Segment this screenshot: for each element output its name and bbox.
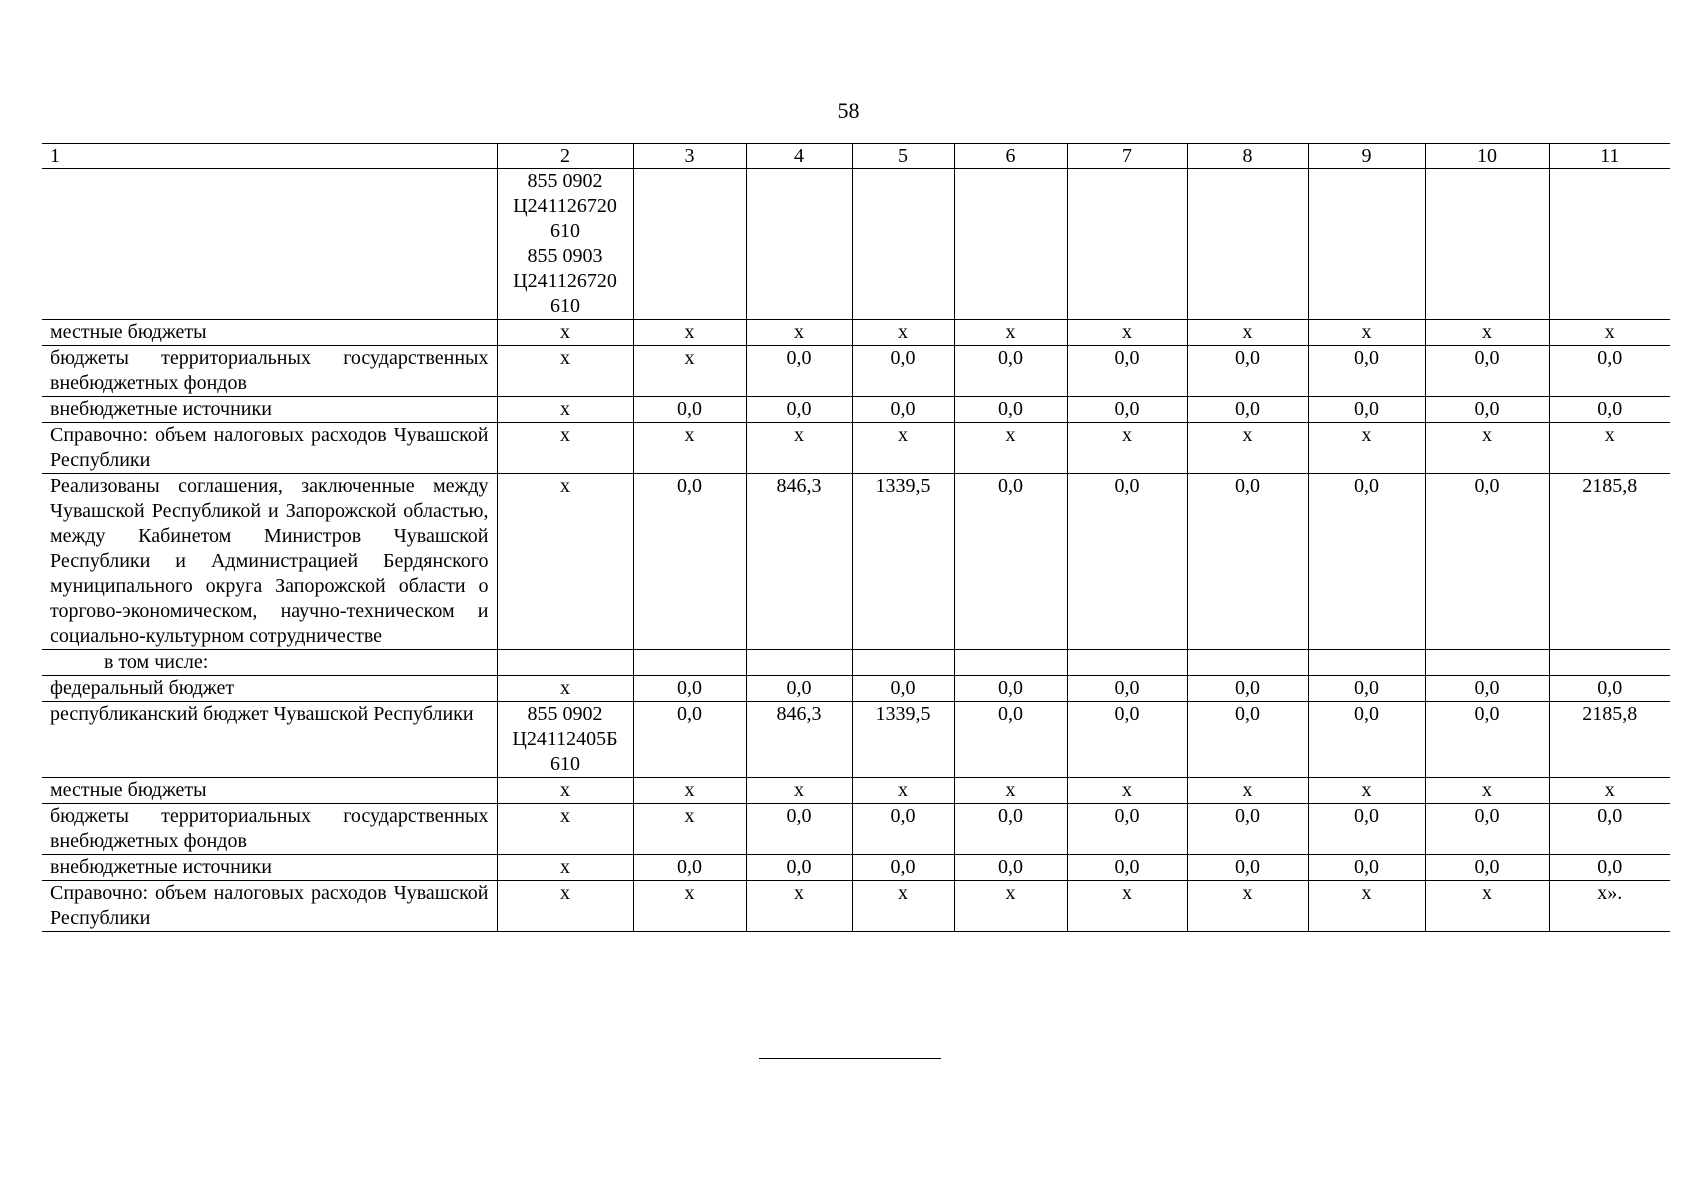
value-cell: 0,0 — [852, 804, 954, 855]
row-label: федеральный бюджет — [42, 676, 497, 702]
value-cell: 0,0 — [852, 855, 954, 881]
value-cell: x — [954, 881, 1067, 932]
table-row — [42, 320, 1670, 346]
budget-code-cell — [497, 423, 633, 474]
value-cell: 0,0 — [1308, 346, 1425, 397]
value-cell: x — [1425, 423, 1549, 474]
value-cell: 0,0 — [1187, 855, 1308, 881]
value-cell: x — [746, 423, 852, 474]
value-cell: x — [1187, 423, 1308, 474]
value-cell: 0,0 — [1425, 702, 1549, 778]
value-cell: x — [1308, 881, 1425, 932]
value-cell: 0,0 — [954, 397, 1067, 423]
value-cell: x — [1187, 778, 1308, 804]
value-cell: x — [852, 423, 954, 474]
value-cell: 0,0 — [1308, 676, 1425, 702]
value-cell: 0,0 — [1308, 397, 1425, 423]
value-cell: 846,3 — [746, 702, 852, 778]
value-cell — [633, 650, 746, 676]
value-cell — [1187, 650, 1308, 676]
value-cell — [1549, 650, 1670, 676]
value-cell — [1067, 169, 1187, 320]
budget-code-line: Ц241126720 — [513, 270, 617, 292]
budget-code-line: x — [560, 424, 570, 446]
value-cell: x — [852, 881, 954, 932]
column-header: 11 — [1549, 144, 1670, 169]
value-cell: x — [1308, 423, 1425, 474]
value-cell: 0,0 — [1187, 346, 1308, 397]
value-cell: 0,0 — [1067, 397, 1187, 423]
column-header: 7 — [1067, 144, 1187, 169]
row-label: внебюджетные источники — [42, 855, 497, 881]
value-cell — [746, 650, 852, 676]
budget-code-cell — [497, 702, 633, 778]
value-cell — [1187, 169, 1308, 320]
value-cell: x — [852, 778, 954, 804]
value-cell: 0,0 — [1067, 804, 1187, 855]
value-cell: 0,0 — [633, 855, 746, 881]
value-cell: 0,0 — [954, 346, 1067, 397]
value-cell: 0,0 — [1067, 676, 1187, 702]
value-cell: 0,0 — [1549, 676, 1670, 702]
column-header: 1 — [42, 144, 497, 169]
value-cell: 0,0 — [1187, 676, 1308, 702]
value-cell: 0,0 — [1425, 474, 1549, 650]
value-cell: x — [633, 881, 746, 932]
value-cell: x — [1425, 320, 1549, 346]
value-cell: 0,0 — [1549, 397, 1670, 423]
value-cell — [852, 169, 954, 320]
value-cell: 0,0 — [1067, 702, 1187, 778]
value-cell — [746, 169, 852, 320]
table-row — [42, 804, 1670, 855]
value-cell: x — [1425, 881, 1549, 932]
row-label: Реализованы соглашения, заключенные между Чувашской Республикой и Запорожской областью, между Кабинетом Министров Чувашской Республики и Администрацией Бердянского муниципального округа Запорожской области о торгово-экономическом, научно-техническом и социально-культурном сотрудничестве — [42, 474, 497, 650]
row-label: в том числе: — [42, 650, 497, 676]
table-row — [42, 676, 1670, 702]
value-cell: 1339,5 — [852, 702, 954, 778]
value-cell: 0,0 — [633, 397, 746, 423]
table-row — [42, 881, 1670, 932]
column-header: 9 — [1308, 144, 1425, 169]
value-cell: 0,0 — [633, 676, 746, 702]
value-cell — [633, 169, 746, 320]
value-cell: x — [633, 804, 746, 855]
value-cell — [1425, 169, 1549, 320]
value-cell: 0,0 — [954, 702, 1067, 778]
budget-code-cell — [497, 346, 633, 397]
value-cell: 0,0 — [852, 397, 954, 423]
value-cell: 0,0 — [1187, 397, 1308, 423]
table-row — [42, 650, 1670, 676]
value-cell: 0,0 — [1425, 855, 1549, 881]
budget-code-line: x — [560, 779, 570, 801]
value-cell: 0,0 — [746, 804, 852, 855]
value-cell: 0,0 — [1425, 397, 1549, 423]
value-cell: 2185,8 — [1549, 474, 1670, 650]
budget-code-line: Ц241126720 — [513, 195, 617, 217]
value-cell: 0,0 — [1425, 346, 1549, 397]
value-cell — [1308, 650, 1425, 676]
budget-code-line: x — [560, 475, 570, 497]
value-cell: 0,0 — [1067, 346, 1187, 397]
value-cell: x — [954, 778, 1067, 804]
column-header: 3 — [633, 144, 746, 169]
value-cell: 0,0 — [633, 474, 746, 650]
value-cell — [852, 650, 954, 676]
table-row — [42, 778, 1670, 804]
value-cell: x — [1308, 778, 1425, 804]
value-cell: x — [746, 881, 852, 932]
column-header: 2 — [497, 144, 633, 169]
value-cell — [1549, 169, 1670, 320]
budget-code-line: 855 0903 — [527, 245, 603, 267]
budget-code-cell — [497, 320, 633, 346]
value-cell: x — [1549, 778, 1670, 804]
table-row — [42, 169, 1670, 320]
column-header: 10 — [1425, 144, 1549, 169]
value-cell: 0,0 — [1308, 702, 1425, 778]
value-cell: 0,0 — [1067, 855, 1187, 881]
table-header-row — [42, 144, 1670, 169]
budget-code-line: 610 — [550, 295, 580, 317]
column-header: 8 — [1187, 144, 1308, 169]
value-cell: 846,3 — [746, 474, 852, 650]
value-cell: 0,0 — [954, 474, 1067, 650]
value-cell — [1425, 650, 1549, 676]
value-cell: x — [633, 778, 746, 804]
value-cell: 0,0 — [852, 346, 954, 397]
budget-code-line: 855 0902 — [527, 703, 603, 725]
value-cell — [954, 650, 1067, 676]
table-row — [42, 855, 1670, 881]
value-cell: x». — [1549, 881, 1670, 932]
budget-code-line: Ц24112405Б — [512, 728, 618, 750]
value-cell: 0,0 — [1549, 346, 1670, 397]
row-label: бюджеты территориальных государственных внебюджетных фондов — [42, 346, 497, 397]
budget-code-cell — [497, 804, 633, 855]
value-cell: 0,0 — [1308, 855, 1425, 881]
budget-code-line: 610 — [550, 220, 580, 242]
value-cell: x — [633, 320, 746, 346]
budget-code-line: 855 0902 — [527, 170, 603, 192]
value-cell: x — [746, 320, 852, 346]
value-cell: x — [1549, 320, 1670, 346]
table-row — [42, 423, 1670, 474]
value-cell: 0,0 — [1187, 804, 1308, 855]
row-label: местные бюджеты — [42, 778, 497, 804]
value-cell: 0,0 — [746, 397, 852, 423]
value-cell: 1339,5 — [852, 474, 954, 650]
value-cell: 0,0 — [1308, 474, 1425, 650]
value-cell — [954, 169, 1067, 320]
value-cell: 0,0 — [1425, 804, 1549, 855]
budget-code-cell — [497, 474, 633, 650]
value-cell: x — [852, 320, 954, 346]
page-number: 58 — [837, 98, 860, 123]
value-cell: x — [954, 423, 1067, 474]
value-cell — [1308, 169, 1425, 320]
value-cell: x — [633, 423, 746, 474]
value-cell: x — [1549, 423, 1670, 474]
value-cell: x — [1187, 320, 1308, 346]
value-cell: 0,0 — [1425, 676, 1549, 702]
row-label: местные бюджеты — [42, 320, 497, 346]
value-cell: 0,0 — [746, 676, 852, 702]
budget-code-cell — [497, 881, 633, 932]
budget-code-cell — [497, 676, 633, 702]
value-cell: x — [1187, 881, 1308, 932]
footer-rule — [759, 1058, 941, 1059]
row-label: Справочно: объем налоговых расходов Чувашской Республики — [42, 423, 497, 474]
value-cell: x — [1067, 881, 1187, 932]
table-row — [42, 702, 1670, 778]
budget-code-line: x — [560, 882, 570, 904]
value-cell: 0,0 — [746, 346, 852, 397]
budget-code-line: x — [560, 677, 570, 699]
value-cell — [1067, 650, 1187, 676]
table-row — [42, 397, 1670, 423]
value-cell: x — [746, 778, 852, 804]
row-label: внебюджетные источники — [42, 397, 497, 423]
value-cell: 0,0 — [954, 804, 1067, 855]
value-cell: 0,0 — [746, 855, 852, 881]
value-cell: 0,0 — [633, 702, 746, 778]
budget-code-line: x — [560, 347, 570, 369]
column-header: 6 — [954, 144, 1067, 169]
budget-code-cell — [497, 650, 633, 676]
row-label: Справочно: объем налоговых расходов Чувашской Республики — [42, 881, 497, 932]
budget-table — [42, 143, 1670, 932]
budget-code-line: x — [560, 398, 570, 420]
value-cell: x — [1425, 778, 1549, 804]
value-cell: x — [1067, 423, 1187, 474]
value-cell: 0,0 — [1187, 702, 1308, 778]
value-cell: 0,0 — [1549, 855, 1670, 881]
column-header: 5 — [852, 144, 954, 169]
value-cell: 0,0 — [954, 855, 1067, 881]
column-header: 4 — [746, 144, 852, 169]
value-cell: 0,0 — [852, 676, 954, 702]
row-label — [42, 169, 497, 320]
table-row — [42, 474, 1670, 650]
row-label: бюджеты территориальных государственных внебюджетных фондов — [42, 804, 497, 855]
value-cell: 0,0 — [1187, 474, 1308, 650]
value-cell: x — [954, 320, 1067, 346]
value-cell: 0,0 — [1067, 474, 1187, 650]
budget-code-line: x — [560, 805, 570, 827]
value-cell: 0,0 — [1308, 804, 1425, 855]
table-row — [42, 346, 1670, 397]
budget-code-cell — [497, 855, 633, 881]
budget-code-cell — [497, 397, 633, 423]
budget-code-cell — [497, 169, 633, 320]
budget-code-line: 610 — [550, 753, 580, 775]
row-label: республиканский бюджет Чувашской Республики — [42, 702, 497, 778]
value-cell: 0,0 — [1549, 804, 1670, 855]
budget-code-line: x — [560, 321, 570, 343]
value-cell: x — [1308, 320, 1425, 346]
value-cell: 2185,8 — [1549, 702, 1670, 778]
budget-code-cell — [497, 778, 633, 804]
value-cell: 0,0 — [954, 676, 1067, 702]
value-cell: x — [1067, 320, 1187, 346]
value-cell: x — [633, 346, 746, 397]
budget-code-line: x — [560, 856, 570, 878]
value-cell: x — [1067, 778, 1187, 804]
